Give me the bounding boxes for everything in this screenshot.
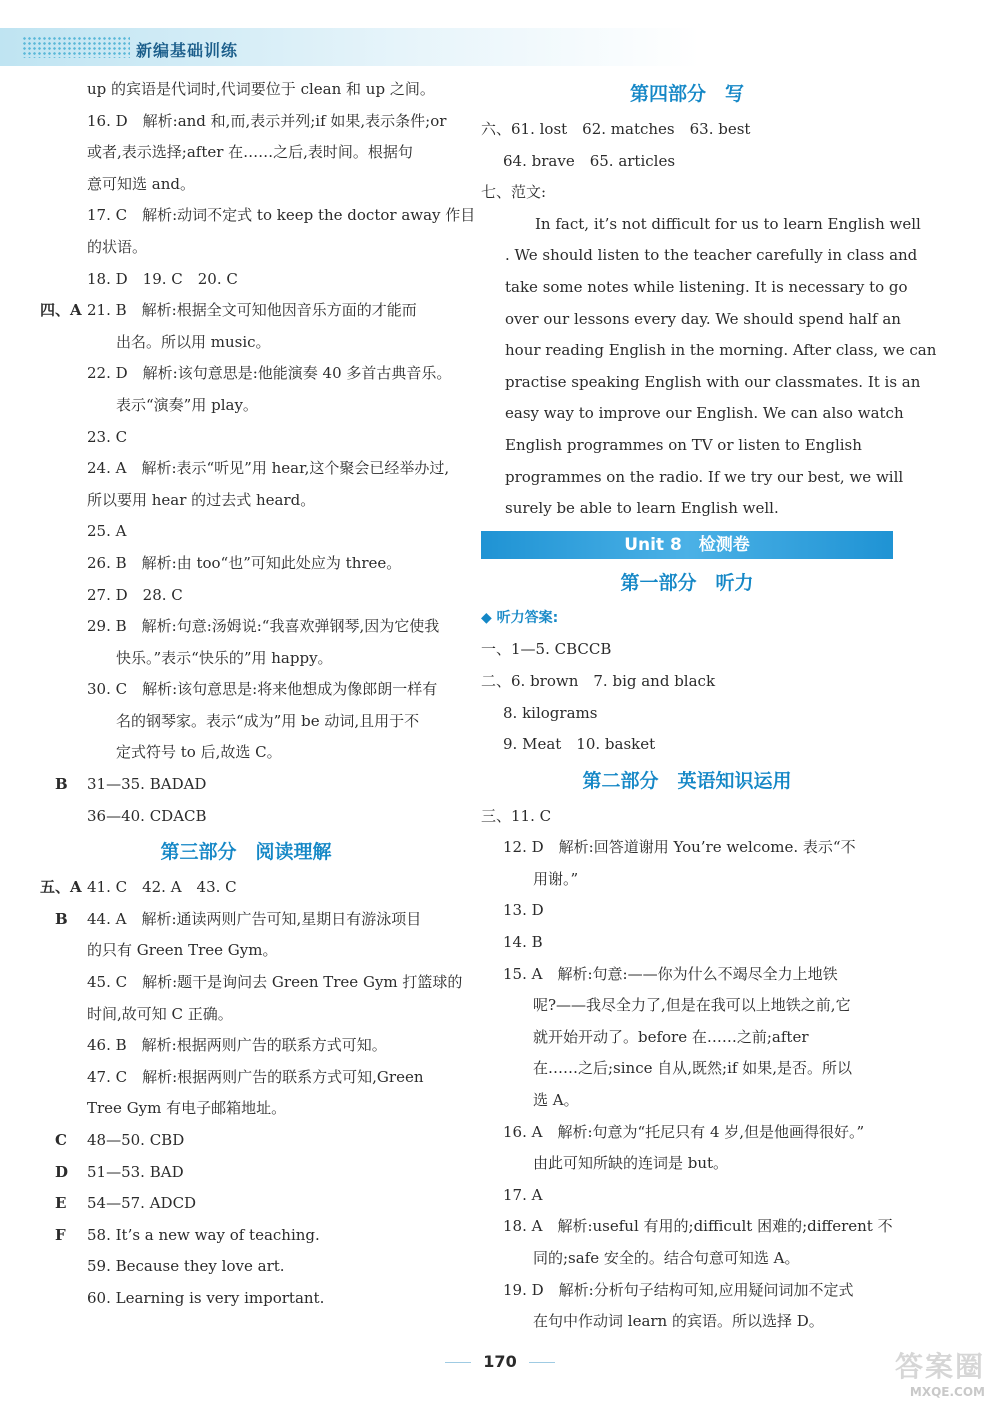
- answer-text: 24. A 解析:表示“听见”用 hear,这个聚会已经举办过,: [87, 459, 450, 478]
- answer-text: 16. D 解析:and 和,而,表示并列;if 如果,表示条件;or: [87, 111, 447, 130]
- answer-line: [40, 935, 452, 967]
- answer-line: [40, 548, 452, 580]
- section-heading-listening: 第一部分 听力: [620, 571, 754, 594]
- answer-line: [40, 801, 452, 833]
- listening-answers: [481, 634, 893, 760]
- watermark-logo: [855, 1345, 985, 1401]
- answer-text: 46. B 解析:根据两则广告的联系方式可知。: [87, 1036, 387, 1055]
- knowledge-answers: [481, 801, 893, 1338]
- answer-line: 16. A 解析:句意为“托尼只有 4 岁,但是他画得很好。”: [503, 1122, 865, 1141]
- answer-line: 13. D: [503, 901, 544, 920]
- listening-answers-label: ◆ 听力答案:: [481, 609, 559, 626]
- answer-text: 时间,故可知 C 正确。: [87, 1004, 233, 1023]
- answer-line: 19. D 解析:分析句子结构可知,应用疑问词加不定式: [503, 1280, 854, 1299]
- answer-line: [40, 1283, 452, 1315]
- sample-essay: [481, 209, 937, 525]
- answer-line: [40, 643, 452, 675]
- essay-line: take some notes while listening. It is necessary to go: [505, 277, 908, 296]
- question-group-label: 五、A: [40, 878, 82, 897]
- answer-line: 18. A 解析:useful 有用的;difficult 困难的;different 不: [503, 1217, 893, 1236]
- question-group-label: F: [40, 1225, 66, 1244]
- unit-banner: Unit 8 检测卷: [481, 531, 893, 559]
- header-dot-pattern: [22, 36, 130, 58]
- answer-line: 在句中作动词 learn 的宾语。所以选择 D。: [533, 1312, 824, 1331]
- essay-line: easy way to improve our English. We can also watch: [505, 404, 904, 423]
- question-group-label: C: [40, 1131, 67, 1149]
- answer-line: [40, 1251, 452, 1283]
- question-group-label: E: [40, 1194, 67, 1213]
- answer-text: 意可知选 and。: [87, 174, 195, 193]
- question-group-label: B: [40, 909, 68, 928]
- answer-text: 54—57. ADCD: [87, 1194, 197, 1213]
- section-heading-knowledge: 第二部分 英语知识运用: [582, 769, 792, 792]
- answer-text: 48—50. CBD: [87, 1131, 185, 1149]
- answer-text: 60. Learning is very important.: [87, 1288, 325, 1307]
- answer-line: [40, 390, 452, 422]
- answer-line: 17. A: [503, 1185, 543, 1204]
- essay-line: surely be able to learn English well.: [505, 499, 779, 518]
- answer-line: [40, 1188, 452, 1220]
- answer-text: 出名。所以用 music。: [116, 332, 271, 351]
- answer-line: [40, 358, 452, 390]
- answer-line: [40, 485, 452, 517]
- left-column: [40, 74, 476, 1315]
- answer-line: [40, 106, 452, 138]
- answer-line: [40, 232, 452, 264]
- answer-line: 六、61. lost 62. matches 63. best: [481, 120, 751, 138]
- answer-text: 22. D 解析:该句意思是:他能演奏 40 多首古典音乐。: [87, 364, 452, 383]
- answer-text: Tree Gym 有电子邮箱地址。: [87, 1099, 287, 1118]
- header-title: 新编基础训练: [136, 41, 239, 60]
- answer-line: [40, 169, 452, 201]
- answer-text: 29. B 解析:句意:汤姆说:“我喜欢弹钢琴,因为它使我: [87, 617, 440, 636]
- essay-line: programmes on the radio. If we try our best, we will: [505, 467, 904, 486]
- answer-line: [40, 611, 452, 643]
- page-number: 170: [0, 1352, 1000, 1371]
- answer-line: [40, 967, 463, 999]
- answer-text: 21. B 解析:根据全文可知他因音乐方面的才能而: [87, 301, 417, 320]
- answer-line: [40, 137, 452, 169]
- answer-line: 选 A。: [533, 1091, 579, 1110]
- essay-line: English programmes on TV or listen to English: [505, 435, 862, 454]
- answer-line: [40, 1030, 452, 1062]
- essay-line: . We should listen to the teacher carefully in class and: [505, 246, 918, 265]
- answer-line: [40, 295, 452, 327]
- answer-line: 64. brave 65. articles: [503, 151, 676, 170]
- essay-line: In fact, it’s not difficult for us to learn English well: [505, 214, 921, 233]
- answer-text: 47. C 解析:根据两则广告的联系方式可知,Green: [87, 1067, 424, 1086]
- answer-line: [40, 769, 452, 801]
- section-heading-writing: 第四部分 写: [629, 83, 744, 105]
- answer-text: 18. D 19. C 20. C: [87, 269, 238, 288]
- answer-text: 30. C 解析:该句意思是:将来他想成为像郎朗一样有: [87, 680, 438, 699]
- answer-text: 25. A: [87, 522, 127, 541]
- answer-line: [40, 74, 452, 106]
- answer-line: [40, 1157, 452, 1189]
- answer-line: 12. D 解析:回答道谢用 You’re welcome. 表示“不: [503, 838, 856, 857]
- answer-line: [40, 264, 452, 296]
- answer-line: 呢?——我尽全力了,但是在我可以上地铁之前,它: [533, 996, 851, 1015]
- answer-line: 就开始开动了。before 在……之前;after: [533, 1027, 809, 1046]
- answer-line: [40, 737, 452, 769]
- answer-text: 所以要用 hear 的过去式 heard。: [87, 490, 316, 509]
- answer-text: 59. Because they love art.: [87, 1257, 285, 1276]
- answer-text: 36—40. CDACB: [87, 806, 207, 825]
- answer-line: [40, 200, 476, 232]
- answer-line: 由此可知所缺的连词是 but。: [533, 1154, 729, 1173]
- answer-line: [40, 904, 452, 936]
- answer-text: 51—53. BAD: [87, 1162, 184, 1181]
- answer-text: up 的宾语是代词时,代词要位于 clean 和 up 之间。: [87, 80, 435, 98]
- answer-line: 一、1—5. CBCCB: [481, 640, 612, 659]
- answer-text: 41. C 42. A 43. C: [87, 878, 237, 897]
- answer-line: [40, 1062, 452, 1094]
- answer-text: 26. B 解析:由 too“也”可知此处应为 three。: [87, 553, 402, 572]
- essay-line: hour reading English in the morning. After class, we can: [505, 341, 937, 360]
- answer-text: 或者,表示选择;after 在……之后,表时间。根据句: [87, 143, 413, 162]
- question-group-label: 四、A: [40, 301, 82, 320]
- answer-line: 二、6. brown 7. big and black: [481, 671, 716, 690]
- answer-line: [40, 1125, 452, 1157]
- answer-text: 的只有 Green Tree Gym。: [87, 941, 278, 960]
- answer-text: 表示“演奏”用 play。: [116, 395, 258, 414]
- answer-line: [40, 327, 452, 359]
- answer-line: 15. A 解析:句意:——你为什么不竭尽全力上地铁: [503, 964, 838, 983]
- answer-text: 的状语。: [87, 237, 148, 256]
- answer-text: 58. It’s a new way of teaching.: [87, 1225, 320, 1244]
- answer-line: 在……之后;since 自从,既然;if 如果,是否。所以: [533, 1059, 852, 1078]
- answer-line: [40, 516, 452, 548]
- answer-line: [40, 706, 452, 738]
- answer-line: 用谢。”: [533, 869, 579, 888]
- essay-label: 七、范文:: [481, 183, 547, 202]
- essay-line: over our lessons every day. We should spend half an: [505, 309, 901, 328]
- answer-text: 定式符号 to 后,故选 C。: [116, 743, 282, 762]
- answer-line: [40, 1093, 452, 1125]
- answer-line: 9. Meat 10. basket: [503, 735, 656, 754]
- answer-text: 31—35. BADAD: [87, 775, 207, 794]
- question-group-label: D: [40, 1162, 69, 1181]
- answer-text: 23. C: [87, 427, 128, 446]
- answer-line: [40, 422, 452, 454]
- answer-line: [40, 1220, 452, 1252]
- answer-line: 8. kilograms: [503, 703, 598, 722]
- answer-text: 名的钢琴家。表示“成为”用 be 动词,且用于不: [116, 711, 420, 730]
- answer-text: 45. C 解析:题干是询问去 Green Tree Gym 打篮球的: [87, 973, 463, 992]
- answer-line: 14. B: [503, 933, 543, 952]
- essay-line: practise speaking English with our classmates. It is an: [505, 372, 921, 391]
- answer-text: 17. C 解析:动词不定式 to keep the doctor away 作目: [87, 206, 476, 225]
- section-heading-reading: 第三部分 阅读理解: [160, 841, 332, 864]
- watermark-text: 答案圈: [894, 1350, 985, 1383]
- answer-line: [40, 872, 452, 904]
- answer-line: [40, 580, 452, 612]
- answer-line: [40, 674, 452, 706]
- right-column: [481, 74, 937, 1338]
- answer-text: 44. A 解析:通读两则广告可知,星期日有游泳项目: [87, 909, 422, 928]
- answer-text: 27. D 28. C: [87, 585, 183, 604]
- question-group-label: B: [40, 775, 68, 794]
- answer-line: [40, 999, 452, 1031]
- answer-text: 快乐。”表示“快乐的”用 happy。: [116, 648, 333, 667]
- watermark-domain: MXQE.COM: [909, 1385, 985, 1399]
- answer-line: [40, 453, 452, 485]
- answer-line: 同的;safe 安全的。结合句意可知选 A。: [533, 1249, 800, 1267]
- answer-line: 三、11. C: [481, 806, 552, 825]
